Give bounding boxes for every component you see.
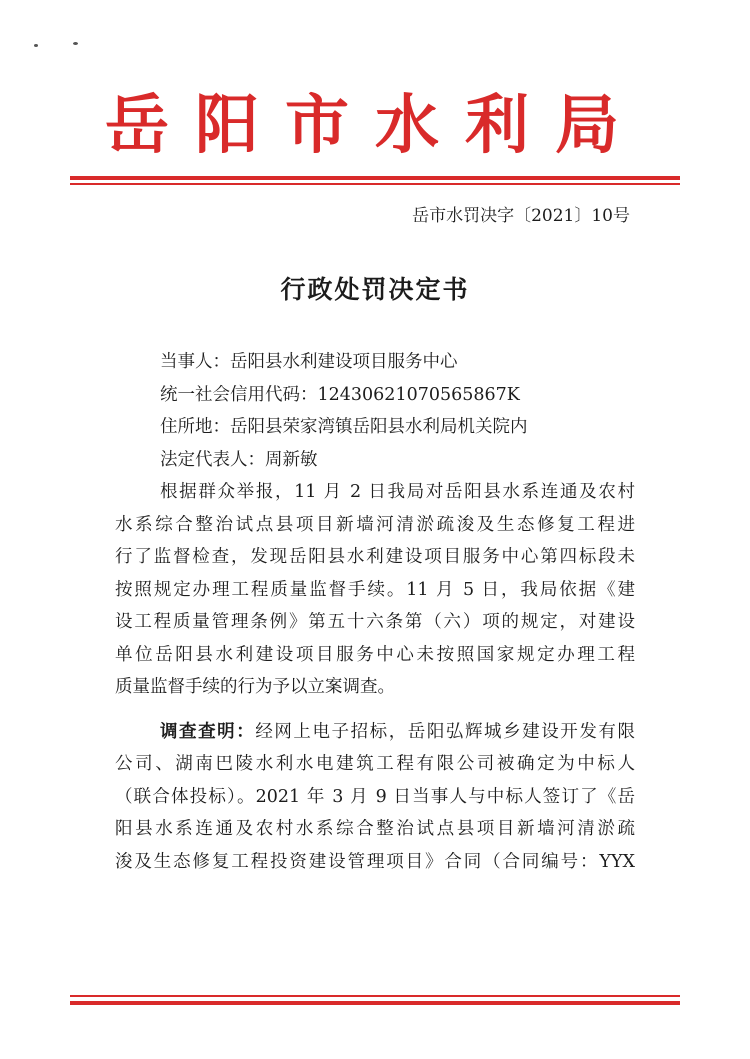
issuer-masthead: 岳阳市水利局 xyxy=(105,88,645,163)
header-rule-thick xyxy=(70,176,680,180)
document-body xyxy=(115,346,635,878)
paragraph-line: （联合体投标）。2021 年 3 月 9 日当事人与中标人签订了《岳 xyxy=(115,786,635,807)
party-address: 住所地：岳阳县荣家湾镇岳阳县水利局机关院内 xyxy=(160,417,528,437)
scan-speck xyxy=(34,44,38,47)
party-legal-representative: 法定代表人：周新敏 xyxy=(160,449,318,470)
document-number: 岳市水罚决字〔2021〕10号 xyxy=(412,206,630,226)
paragraph-text: 经网上电子招标，岳阳弘辉城乡建设开发有限 xyxy=(255,721,635,742)
paragraph-line: 按照规定办理工程质量监督手续。11 月 5 日，我局依据《建 xyxy=(115,579,635,600)
document-title: 行政处罚决定书 xyxy=(280,275,470,304)
scan-speck xyxy=(73,42,78,45)
party-credit-code: 统一社会信用代码：12430621070565867K xyxy=(160,384,520,405)
party-name: 当事人：岳阳县水利建设项目服务中心 xyxy=(160,352,458,372)
paragraph-line: 阳县水系连通及农村水系综合整治试点县项目新墙河清淤疏 xyxy=(115,819,635,839)
paragraph-line: 设工程质量管理条例》第五十六条第（六）项的规定，对建设 xyxy=(115,612,635,632)
section-lead: 调查查明： xyxy=(160,721,256,742)
paragraph-line: 根据群众举报，11 月 2 日我局对岳阳县水系连通及农村 xyxy=(160,482,635,502)
paragraph-line: 浚及生态修复工程投资建设管理项目》合同（合同编号：YYX xyxy=(115,851,635,872)
paragraph-line: 单位岳阳县水利建设项目服务中心未按照国家规定办理工程 xyxy=(115,644,635,665)
paragraph-line: 公司、湖南巴陵水利水电建筑工程有限公司被确定为中标人 xyxy=(115,754,635,774)
paragraph-line: 水系综合整治试点县项目新墙河清淤疏浚及生态修复工程进 xyxy=(115,514,635,535)
footer-rule-thick xyxy=(70,1001,680,1005)
paragraph-line: 质量监督手续的行为予以立案调查。 xyxy=(115,677,395,697)
paragraph-gap xyxy=(115,704,635,716)
paragraph-line xyxy=(115,716,635,749)
paragraph-line: 行了监督检查，发现岳阳县水利建设项目服务中心第四标段未 xyxy=(115,547,635,567)
footer-rule-thin xyxy=(70,995,680,997)
header-rule-thin xyxy=(70,183,680,185)
